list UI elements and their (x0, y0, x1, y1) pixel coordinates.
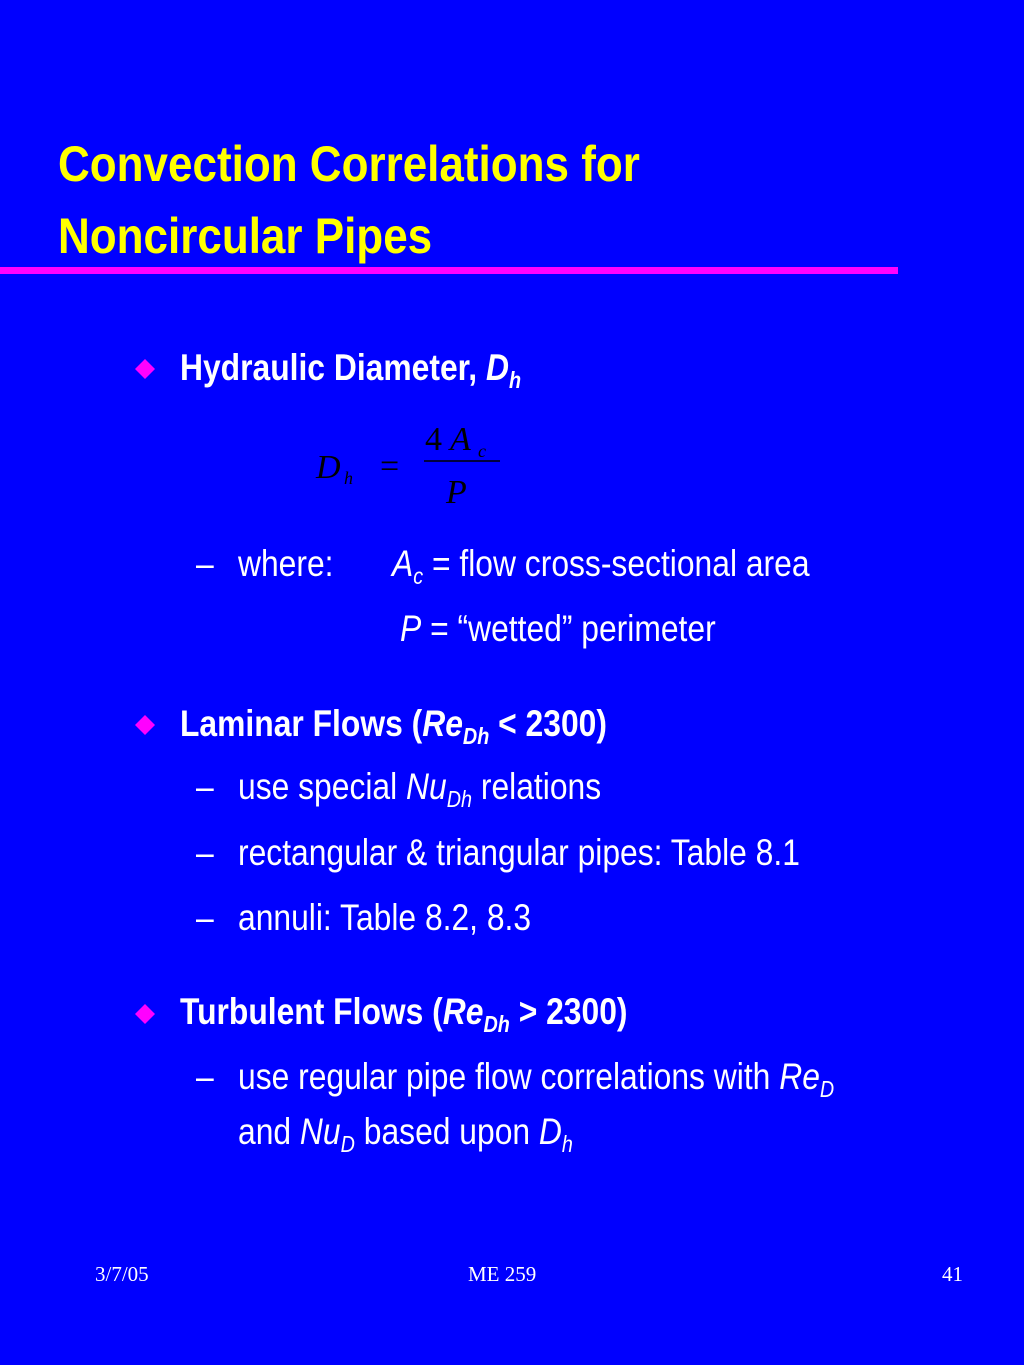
turbulent-re: Re (442, 991, 484, 1032)
slide-title (58, 128, 850, 272)
laminar-item-pre: use special (238, 766, 407, 807)
laminar-label: Laminar Flows ( (180, 703, 423, 744)
p-var: P (400, 608, 422, 649)
turbulent-label: Turbulent Flows ( (180, 991, 443, 1032)
turbulent-line2-var: Nu (299, 1111, 341, 1152)
where-label: where: (238, 543, 334, 584)
laminar-item-post: relations (472, 766, 602, 807)
laminar-item-annuli: annuli: Table 8.2, 8.3 (238, 897, 532, 938)
laminar-item-dash: – (196, 897, 214, 938)
p-def: = “wetted” perimeter (421, 608, 716, 649)
eq-num-sub: c (478, 441, 486, 461)
where-dash: – (196, 543, 214, 584)
diamond-bullet-icon (134, 1003, 156, 1025)
turbulent-line2-mid: based upon (354, 1111, 539, 1152)
turbulent-line1-var: Re (779, 1056, 820, 1097)
laminar-item-special-relations (238, 765, 602, 812)
title-line-1: Convection Correlations for (58, 136, 640, 192)
hydraulic-diameter-equation (310, 415, 510, 515)
bullet-laminar-flows (180, 702, 607, 749)
title-underline (0, 267, 898, 274)
laminar-item-dash: – (196, 766, 214, 807)
ac-sub: c (413, 563, 424, 589)
definition-p (400, 607, 716, 651)
turbulent-line1-pre: use regular pipe flow correlations with (238, 1056, 780, 1097)
eq-equals: = (380, 448, 400, 485)
title-line-2: Noncircular Pipes (58, 208, 433, 264)
ac-def: = flow cross-sectional area (423, 543, 810, 584)
hydraulic-symbol: D (485, 347, 509, 388)
turbulent-line2-sub: D (340, 1131, 355, 1157)
turbulent-line1-sub: D (819, 1076, 835, 1102)
diamond-bullet-icon (134, 714, 156, 736)
eq-lhs: D (316, 449, 341, 486)
eq-num-var: A (450, 421, 471, 458)
eq-lhs-sub: h (344, 468, 353, 488)
turbulent-item-line-1 (238, 1055, 835, 1102)
turbulent-line2-var2: D (538, 1111, 562, 1152)
laminar-item-rectangular: rectangular & triangular pipes: Table 8.1 (238, 832, 800, 873)
ac-var: A (392, 543, 414, 584)
bullet-turbulent-flows (180, 990, 628, 1037)
turbulent-line2-pre: and (238, 1111, 300, 1152)
turbulent-cond: > 2300) (509, 991, 628, 1032)
laminar-cond: < 2300) (489, 703, 607, 744)
bullet-hydraulic-diameter (180, 346, 522, 393)
laminar-re: Re (422, 703, 463, 744)
laminar-item-dash: – (196, 832, 214, 873)
turbulent-line2-sub2: h (561, 1131, 573, 1157)
footer-page-number: 41 (942, 1262, 963, 1286)
turbulent-item-dash: – (196, 1056, 214, 1097)
hydraulic-label: Hydraulic Diameter, (180, 347, 486, 388)
footer-course: ME 259 (468, 1262, 537, 1286)
laminar-item-sub: Dh (446, 786, 473, 812)
footer-date: 3/7/05 (95, 1262, 149, 1286)
turbulent-item-line-2 (238, 1110, 573, 1157)
hydraulic-symbol-sub: h (508, 367, 522, 393)
eq-num-coef: 4 (425, 421, 442, 458)
laminar-re-sub: Dh (462, 723, 490, 749)
diamond-bullet-icon (134, 358, 156, 380)
eq-den: P (446, 474, 467, 511)
turbulent-re-sub: Dh (483, 1011, 510, 1037)
definition-ac (392, 542, 810, 589)
laminar-item-var: Nu (406, 766, 447, 807)
